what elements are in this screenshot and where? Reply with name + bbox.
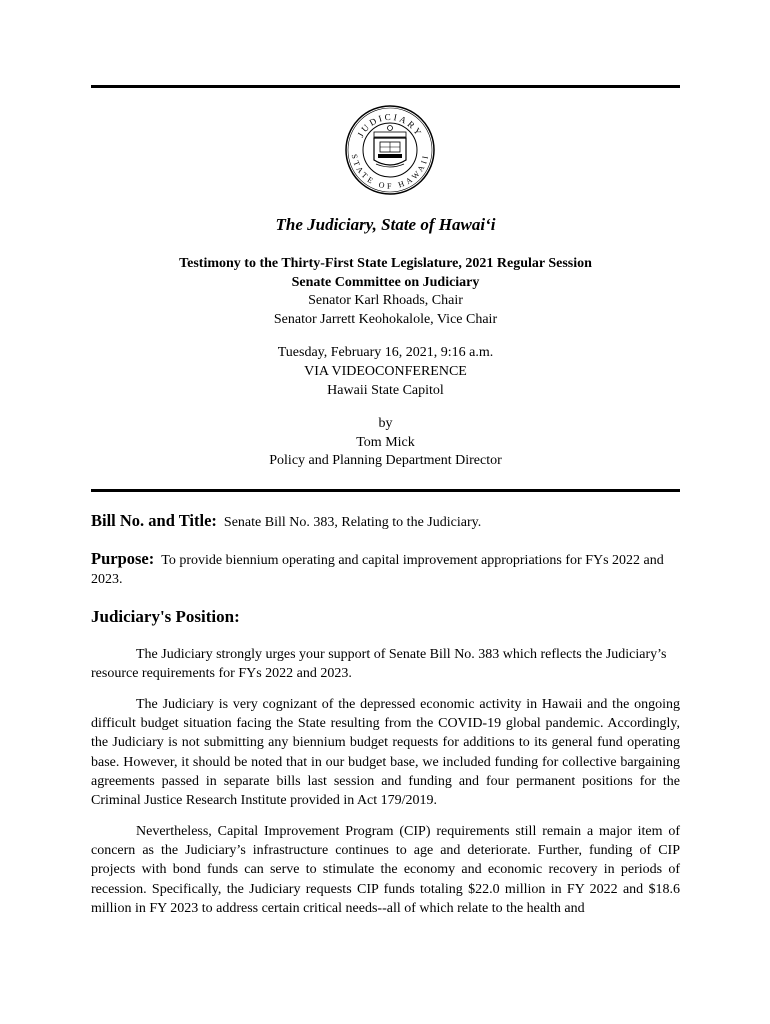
seal-top-text: JUDICIARY (355, 111, 425, 139)
org-title: The Judiciary, State of Hawai‘i (275, 215, 496, 234)
header-block (91, 255, 680, 471)
judiciary-seal-icon (344, 104, 436, 196)
purpose-section (91, 549, 680, 589)
date-time-line: Tuesday, February 16, 2021, 9:16 a.m. (277, 345, 494, 361)
location-line: Hawaii State Capitol (327, 382, 444, 398)
seal-bottom-text: STATE OF HAWAII (349, 153, 431, 191)
vice-chair-line: Senator Jarrett Keohokalole, Vice Chair (273, 311, 498, 327)
presenter-title: Policy and Planning Department Director (269, 453, 502, 469)
testimony-line: Testimony to the Thirty-First State Legislature, 2021 Regular Session (179, 256, 592, 271)
committee-name: Senate Committee on Judiciary (291, 274, 480, 290)
chair-line: Senator Karl Rhoads, Chair (308, 293, 463, 309)
section-rule (91, 489, 680, 492)
venue-mode-line: VIA VIDEOCONFERENCE (304, 363, 467, 379)
position-paragraph: The Judiciary strongly urges your support of Senate Bill No. 383 which reflects the Judiciary’s resource requirements for FYs 2022 and 2023. (91, 647, 667, 682)
top-rule (91, 85, 680, 88)
position-paragraph: The Judiciary is very cognizant of the depressed economic activity in Hawaii and the ongoing difficult budget situation facing the State resulting from the COVID-19 global pandemic. Accordingly, the Judiciary is not submitting any biennium budget requests for additions to its general fund operating base. However, it should be noted that in our budget base, we included funding for collective bargaining agreements passed in separate bills last session and funding and four permanent positions for the Criminal Justice Research Institute provided in Act 179/2019. (91, 697, 680, 809)
presenter-name: Tom Mick (356, 434, 415, 450)
bill-section (91, 511, 680, 531)
position-paragraph: Nevertheless, Capital Improvement Program (CIP) requirements still remain a major item of concern as the Judiciary’s infrastructure continues to age and deteriorate. Further, funding of CIP projects with bond funds can serve to stimulate the economy and economic recovery in periods of recession. Specifically, the Judiciary requests CIP funds totaling $22.0 million in FY 2022 and $18.6 million in FY 2023 to address certain critical needs--all of which relate to the health and (91, 824, 680, 916)
bill-label: Bill No. and Title: (91, 511, 217, 530)
purpose-label: Purpose: (91, 549, 155, 568)
bill-value: Senate Bill No. 383, Relating to the Judiciary. (223, 515, 482, 530)
purpose-value: To provide biennium operating and capital improvement appropriations for FYs 2022 and 2023. (91, 553, 664, 587)
position-heading: Judiciary's Position: (91, 607, 240, 626)
by-line: by (378, 416, 393, 432)
